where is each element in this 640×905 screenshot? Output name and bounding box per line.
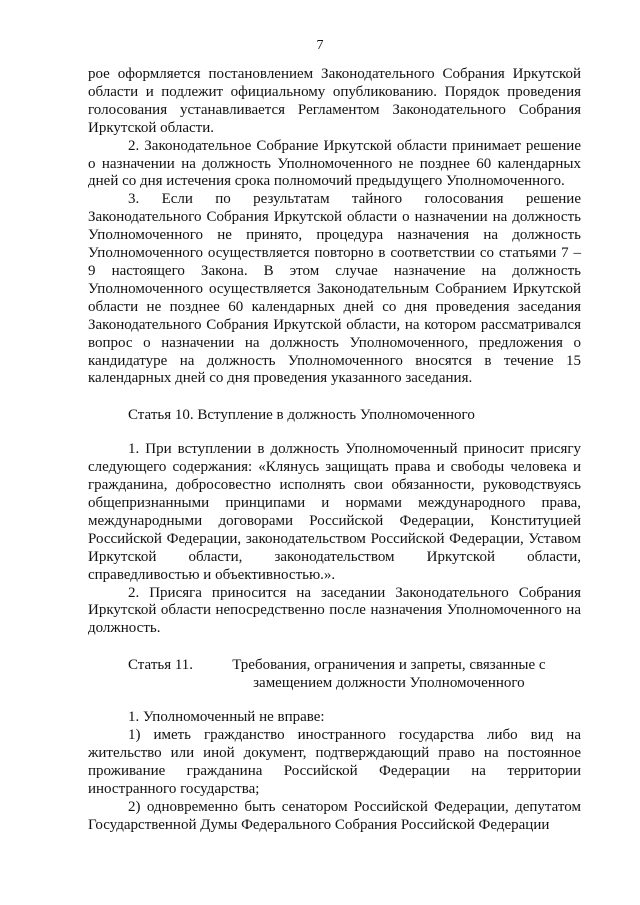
article-11-heading-title: Требования, ограничения и запреты, связанные с замещением должности Уполномоченного: [232, 657, 546, 692]
document-body: [88, 66, 581, 835]
article-11-heading-prefix: Статья 11.: [128, 657, 197, 674]
paragraph-3: 3. Если по результатам тайного голосования решение Законодательного Собрания Иркутской области о назначении на должность Уполномоченного не принято, процедура назначения на должность Уполномоченного осуществляется повторно в соответствии со статьями 7 – 9 настоящего Закона. В этом случае назначение на должность Уполномоченного осуществляется Законодательным Собранием Иркутской области не позднее 60 календарных дней со дня проведения заседания Законодательного Собрания Иркутской области, на котором рассматривался вопрос о назначении на должность Уполномоченного, предложения о кандидатуре на должность Уполномоченного вносятся в течение 15 календарных дней со дня проведения указанного заседания.: [88, 191, 581, 387]
paragraph-2: 2. Законодательное Собрание Иркутской области принимает решение о назначении на должность Уполномоченного не позднее 60 календарных дней со дня истечения срока полномочий предыдущего Уполномоченного.: [88, 137, 581, 190]
article-10-paragraph-1: 1. При вступлении в должность Уполномоченный приносит присягу следующего содержания: «Клянусь защищать права и свободы человека и гражданина, добросовестно исполнять свои обязанности, руководствуясь общепризнанными принципами и нормами международного права, международными договорами Российской Федерации, Конституцией Российской Федерации, законодательством Российской Федерации, Уставом Иркутской области, законодательством Иркутской области, справедливостью и объективностью.».: [88, 441, 581, 583]
article-10-paragraph-2: 2. Присяга приносится на заседании Законодательного Собрания Иркутской области непосредственно после назначения Уполномоченного на должность.: [88, 584, 581, 637]
article-10-heading: Статья 10. Вступление в должность Уполномоченного: [128, 407, 475, 424]
page-number: 7: [316, 38, 324, 53]
article-11-item-2: 2) одновременно быть сенатором Российской Федерации, депутатом Государственной Думы Федерального Собрания Российской Федерации: [88, 798, 581, 833]
article-11-paragraph-1: 1. Уполномоченный не вправе:: [128, 709, 325, 726]
article-11-heading: [88, 656, 581, 692]
intro-paragraph: рое оформляется постановлением Законодательного Собрания Иркутской области и подлежит официальному опубликованию. Порядок проведения голосования устанавливается Регламентом Законодательного Собрания Иркутской области.: [88, 66, 581, 136]
article-11-item-1: 1) иметь гражданство иностранного государства либо вид на жительство или иной документ, подтверждающий право на постоянное проживание гражданина Российской Федерации на территории иностранного государства;: [88, 727, 581, 797]
